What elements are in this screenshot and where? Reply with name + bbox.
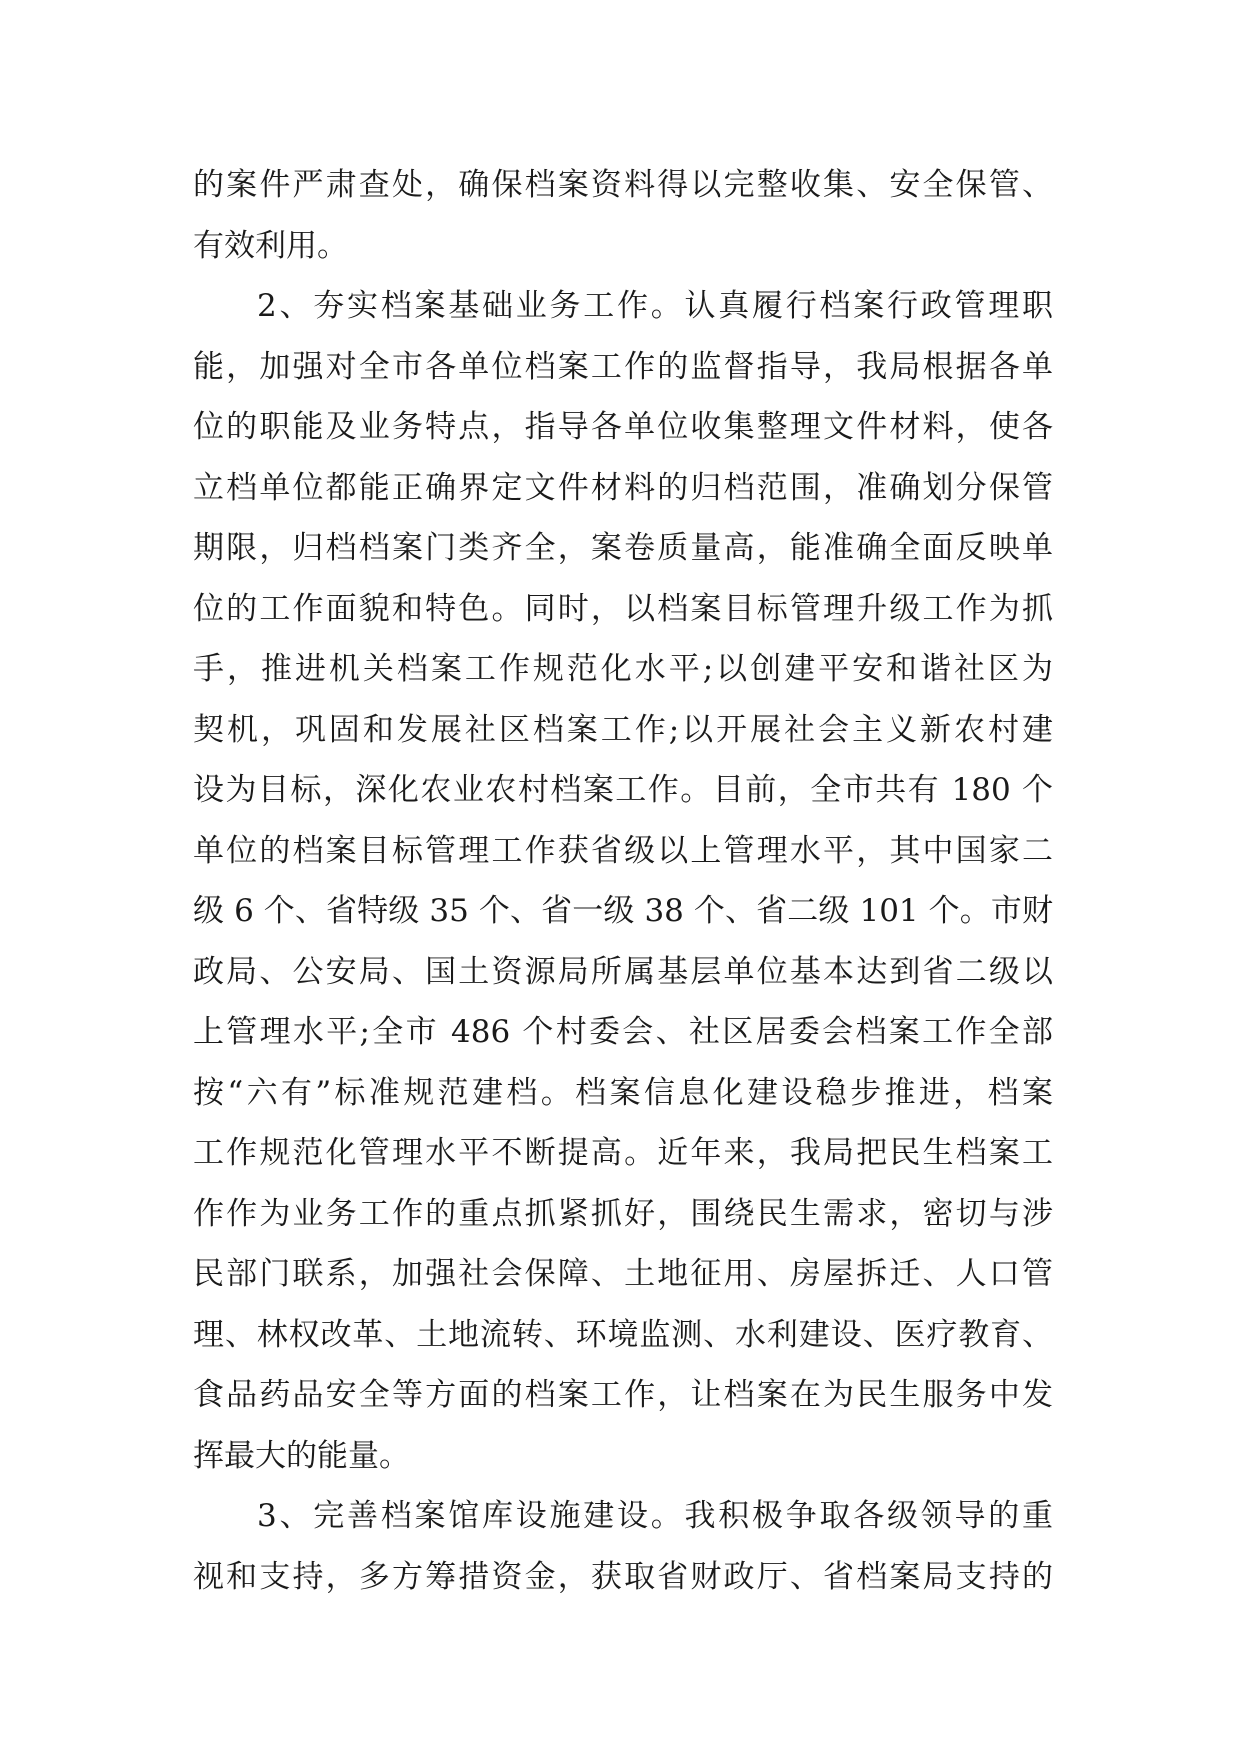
text-line: 政局、公安局、国土资源局所属基层单位基本达到省二级以 [193, 953, 1053, 990]
text-line: 有效利用。 [193, 227, 348, 264]
text-line: 立档单位都能正确界定文件材料的归档范围，准确划分保管 [193, 469, 1053, 506]
text-line: 手，推进机关档案工作规范化水平;以创建平安和谐社区为 [193, 651, 1053, 687]
text-line: 作作为业务工作的重点抓紧抓好，围绕民生需求，密切与涉 [193, 1195, 1053, 1232]
text-line: 民部门联系，加强社会保障、土地征用、房屋拆迁、人口管 [193, 1256, 1053, 1292]
text-line: 级 6 个、省特级 35 个、省一级 38 个、省二级 101 个。市财 [193, 893, 1053, 929]
paragraph-heading-line: 3、完善档案馆库设施建设。我积极争取各级领导的重 [257, 1498, 1053, 1534]
text-line: 按“六有”标准规范建档。档案信息化建设稳步推进，档案 [193, 1074, 1053, 1111]
text-line: 食品药品安全等方面的档案工作，让档案在为民生服务中发 [193, 1377, 1053, 1413]
text-line: 期限，归档档案门类齐全，案卷质量高，能准确全面反映单 [193, 530, 1053, 566]
text-line: 理、林权改革、土地流转、环境监测、水利建设、医疗教育、 [193, 1316, 1053, 1353]
text-line: 工作规范化管理水平不断提高。近年来，我局把民生档案工 [193, 1135, 1053, 1171]
text-line: 设为目标，深化农业农村档案工作。目前，全市共有 180 个 [193, 772, 1053, 808]
text-line: 契机，巩固和发展社区档案工作;以开展社会主义新农村建 [193, 711, 1053, 748]
text-line: 的案件严肃查处，确保档案资料得以完整收集、安全保管、 [193, 167, 1053, 203]
body-text [193, 155, 1053, 1607]
text-line: 上管理水平;全市 486 个村委会、社区居委会档案工作全部 [193, 1014, 1053, 1050]
text-line: 视和支持，多方筹措资金，获取省财政厅、省档案局支持的 [193, 1558, 1053, 1595]
text-line: 能，加强对全市各单位档案工作的监督指导，我局根据各单 [193, 348, 1053, 385]
text-line: 单位的档案目标管理工作获省级以上管理水平，其中国家二 [193, 832, 1053, 869]
text-line: 挥最大的能量。 [193, 1437, 410, 1474]
paragraph-heading-line: 2、夯实档案基础业务工作。认真履行档案行政管理职 [257, 288, 1053, 324]
text-line: 位的职能及业务特点，指导各单位收集整理文件材料，使各 [193, 409, 1053, 445]
text-line: 位的工作面貌和特色。同时，以档案目标管理升级工作为抓 [193, 590, 1053, 627]
